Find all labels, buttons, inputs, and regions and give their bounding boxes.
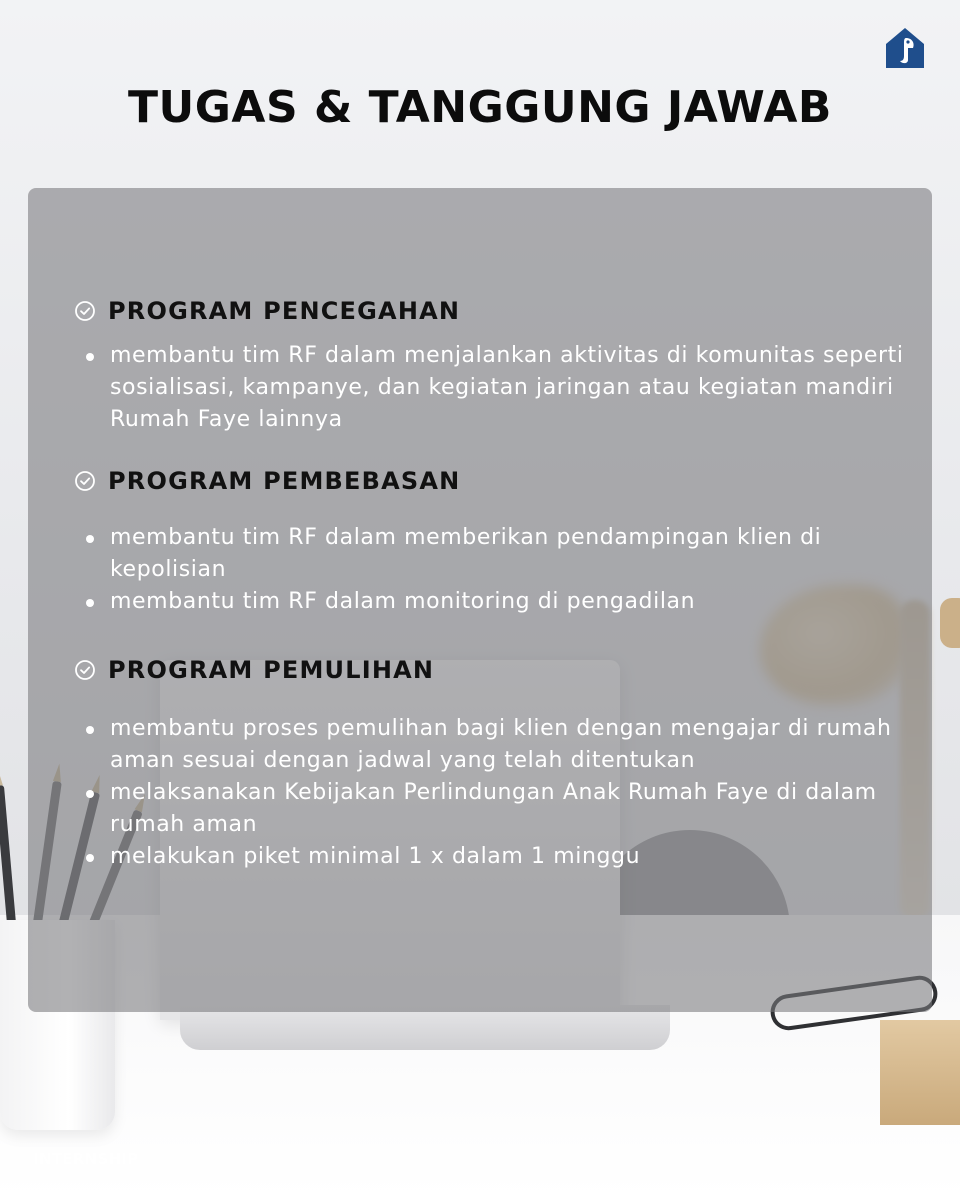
wooden-box xyxy=(880,1020,960,1125)
check-circle-icon xyxy=(74,659,96,681)
list-item: membantu tim RF dalam memberikan pendampingan klien di kepolisian xyxy=(28,522,932,586)
list-item: membantu proses pemulihan bagi klien dengan mengajar di rumah aman sesuai dengan jadwal yang telah ditentukan xyxy=(28,713,932,777)
section-pencegahan xyxy=(28,294,932,436)
desk-lamp-knob xyxy=(940,598,960,648)
section-heading xyxy=(28,294,932,328)
section-heading xyxy=(28,653,932,687)
section-title: PROGRAM PEMBEBASAN xyxy=(108,467,461,495)
section-heading xyxy=(28,464,932,498)
section-pemulihan xyxy=(28,653,932,873)
bullet-list xyxy=(28,522,932,618)
section-title: PROGRAM PENCEGAHAN xyxy=(108,297,461,325)
list-item: membantu tim RF dalam menjalankan aktivitas di komunitas seperti sosialisasi, kampanye, dan kegiatan jaringan atau kegiatan mandiri Rumah Faye lainnya xyxy=(28,340,932,436)
bullet-list xyxy=(28,340,932,436)
section-title: PROGRAM PEMULIHAN xyxy=(108,656,435,684)
check-circle-icon xyxy=(74,300,96,322)
list-item: melaksanakan Kebijakan Perlindungan Anak Rumah Faye di dalam rumah aman xyxy=(28,777,932,841)
list-item: membantu tim RF dalam monitoring di pengadilan xyxy=(28,586,932,618)
bullet-list xyxy=(28,713,932,873)
page-title: TUGAS & TANGGUNG JAWAB xyxy=(128,82,832,133)
footer-label: INTERNSHIP xyxy=(33,1150,139,1168)
list-item: melakukan piket minimal 1 x dalam 1 minggu xyxy=(28,841,932,873)
section-pembebasan xyxy=(28,464,932,618)
content-panel xyxy=(28,188,932,1012)
rumah-faye-logo-icon xyxy=(884,26,926,70)
check-circle-icon xyxy=(74,470,96,492)
